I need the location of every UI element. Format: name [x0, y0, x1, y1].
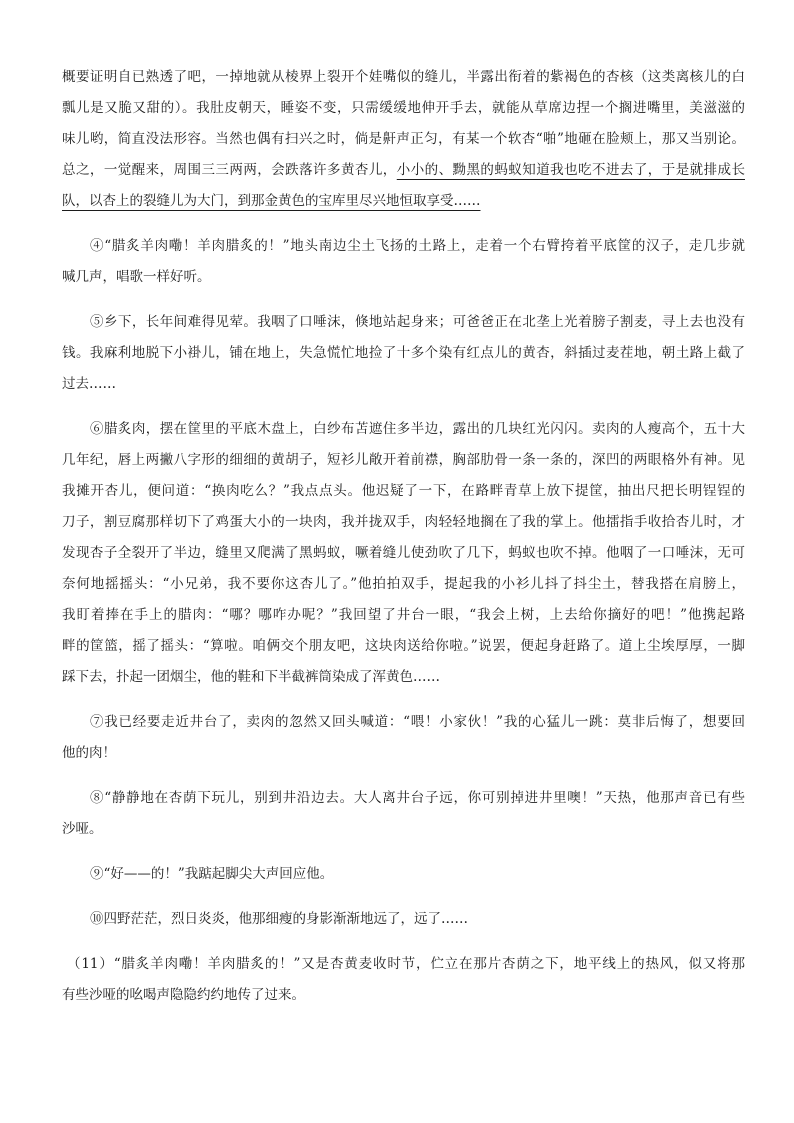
text-line: 发现杏子全裂开了半边，缝里又爬满了黑蚂蚁，噘着缝儿使劲吹了几下，蚂蚁也吹不掉。他咽了一口唾沫，无可	[62, 545, 745, 561]
paragraph-8	[62, 783, 745, 845]
text-line: 我盯着捧在手上的腊肉：“哪？哪咋办呢？”我回望了井台一眼，“我会上树，上去给你摘好的吧！”他携起路	[62, 607, 745, 623]
text-line: 几年纪，唇上两撇八字形的细细的黄胡子，短衫儿敞开着前襟，胸部肋骨一条一条的，深凹的两眼格外有神。见	[62, 452, 745, 468]
paragraph-5	[62, 307, 745, 400]
underlined-text: 小小的、黝黑的蚂蚁知道我也吃不进去了，于是就排成长	[396, 162, 745, 178]
text-line: ④“腊炙羊肉嘞！羊肉腊炙的！”地头南边尘土飞扬的土路上，走着一个右臂挎着平底筐的汉子，走几步就	[90, 238, 745, 254]
text-line: 刀子，割豆腐那样切下了鸡蛋大小的一块肉，我并拢双手，肉轻轻地搁在了我的掌上。他擂指手收拾杏儿时，才	[62, 514, 745, 530]
text-line: 钱。我麻利地脱下小褂儿，铺在地上，失急慌忙地捡了十多个染有红点儿的黄杏，斜插过麦茬地，朝土路上截了	[62, 345, 745, 361]
text-line	[62, 186, 745, 217]
text-line: ⑧“静静地在杏荫下玩儿，别到井沿边去。大人离井台子远，你可别掉进井里噢！”天热，他那声音已有些	[90, 790, 745, 806]
paragraph-11	[62, 949, 745, 1011]
underlined-text: 队，以杏上的裂缝儿为大门，到那金黄色的宝库里尽兴地恒取享受……	[62, 193, 481, 209]
text-line: 过去……	[62, 376, 116, 392]
line-text: 总之，一觉醒来，周围三三两两，会跌落许多黄杏儿，	[62, 162, 397, 178]
paragraph-7	[62, 707, 745, 769]
paragraph-10	[62, 904, 745, 935]
text-line	[62, 155, 745, 186]
paragraph-9	[62, 859, 745, 890]
text-line: ⑤乡下，长年间难得见荤。我咽了口唾沫，倏地站起身来；可爸爸正在北垄上光着膀子割麦，寻上去也没有	[90, 314, 745, 330]
text-line: ⑩四野茫茫，烈日炎炎，他那细瘦的身影渐渐地远了，远了……	[90, 911, 468, 927]
text-line: 喊几声，唱歌一样好听。	[62, 269, 211, 285]
text-line: ⑥腊炙肉，摆在筐里的平底木盘上，白纱布苫遮住多半边，露出的几块红光闪闪。卖肉的人瘦高个，五十大	[90, 421, 745, 437]
paragraph-4	[62, 231, 745, 293]
text-line: （11）“腊炙羊肉嘞！羊肉腊炙的！”又是杏黄麦收时节，伫立在那片杏荫之下，地平线上的热风，似又将那	[67, 956, 745, 972]
document-page	[62, 62, 745, 1011]
text-line: 瓢儿是又脆又甜的）。我肚皮朝天，睡姿不变，只需缓缓地伸开手去，就能从草席边捏一个搁进嘴里，美滋滋的	[62, 100, 745, 116]
text-line: 我摊开杏儿，便问道：“换肉吃么？”我点点头。他迟疑了一下，在路畔青草上放下提筐，抽出尺把长明锃锃的	[62, 483, 745, 499]
text-line: 奈何地摇摇头：“小兄弟，我不要你这杏儿了。”他拍拍双手，提起我的小衫儿抖了抖尘土，替我搭在肩膀上，	[62, 576, 745, 592]
text-line: ⑨“好——的！”我踮起脚尖大声回应他。	[90, 866, 334, 882]
text-line: 味儿哟，简直没法形容。当然也偶有扫兴之时，倘是鼾声正匀，有某一个软杏“啪”地砸在脸颊上，那又当别论。	[62, 131, 745, 147]
text-line: 有些沙哑的吆喝声隐隐约约地传了过来。	[62, 987, 305, 1003]
text-line: ⑦我已经要走近井台了，卖肉的忽然又回头喊道：“喂！小家伙！”我的心猛儿一跳：莫非后悔了，想要回	[90, 714, 745, 730]
text-line: 他的肉！	[62, 745, 116, 761]
text-line: 沙哑。	[62, 821, 103, 837]
text-line: 概要证明自已熟透了吧，一掉地就从棱界上裂开个娃嘴似的缝儿，半露出衔着的紫褐色的杏核（这类离核儿的白	[62, 69, 745, 85]
paragraph-6	[62, 414, 745, 693]
text-line: 畔的筐篮，摇了摇头：“算啦。咱俩交个朋友吧，这块肉送给你啦。”说罢，便起身赶路了。道上尘埃厚厚，一脚	[62, 638, 745, 654]
paragraph-continued	[62, 62, 745, 217]
text-line: 踩下去，扑起一团烟尘，他的鞋和下半截裤筒染成了浑黄色……	[62, 669, 440, 685]
